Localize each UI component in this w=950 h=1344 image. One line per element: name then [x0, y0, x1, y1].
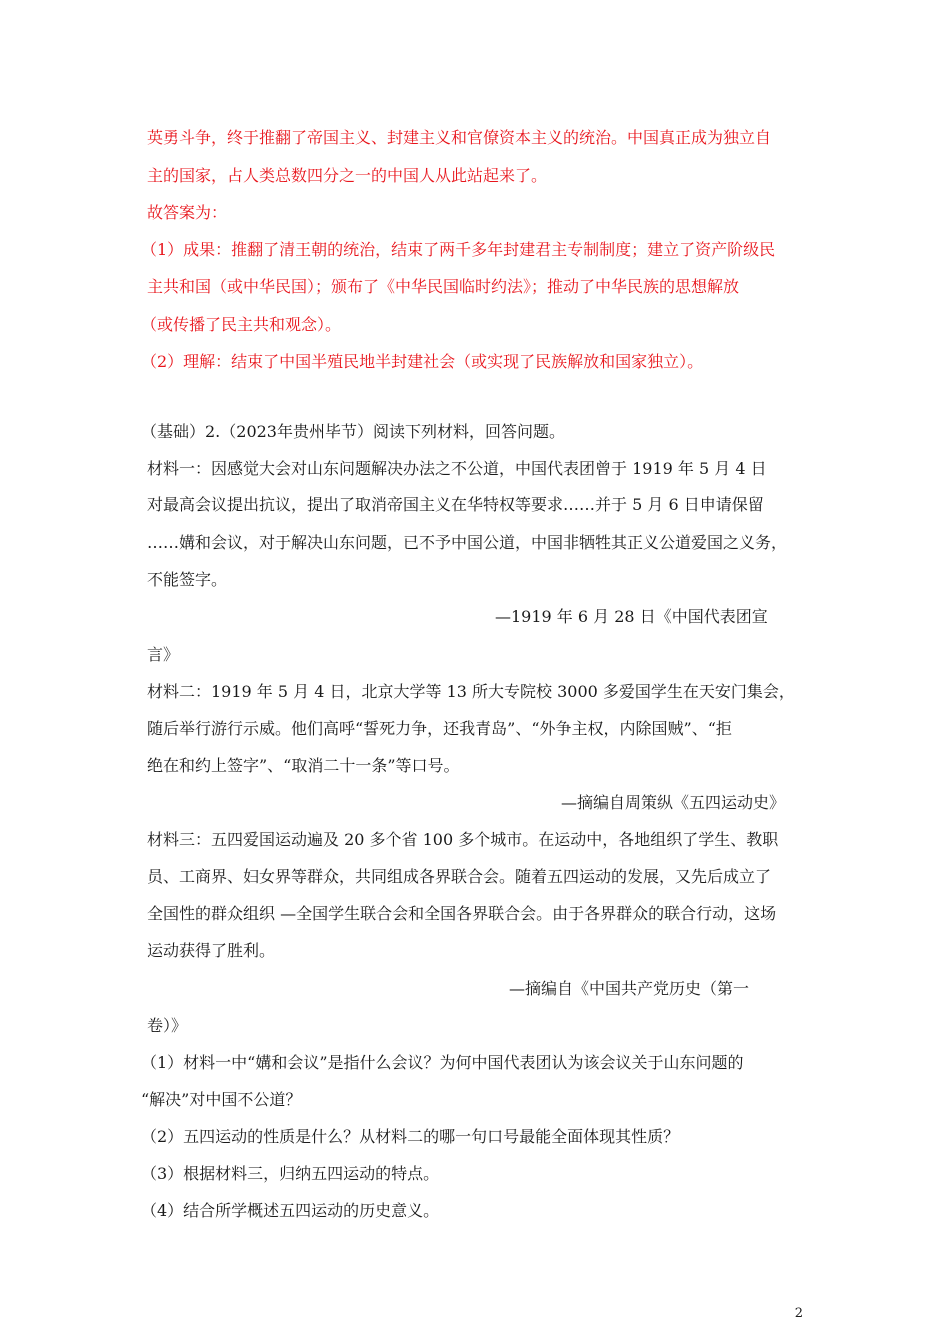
- material2-line: 绝在和约上签字”、“取消二十一条”等口号。: [147, 756, 460, 775]
- material1-line: 对最高会议提出抗议，提出了取消帝国主义在华特权等要求……并于 5 月 6 日申请保留: [147, 495, 764, 514]
- material2-line: 随后举行游行示威。他们高呼“誓死力争，还我青岛”、“外争主权，内除国贼”、“拒: [147, 719, 732, 738]
- sub-question: （1）材料一中“媾和会议”是指什么会议？为何中国代表团认为该会议关于山东问题的: [141, 1053, 744, 1072]
- source1: —1919 年 6 月 28 日《中国代表团宣: [495, 607, 768, 626]
- material3-line: 全国性的群众组织 —全国学生联合会和全国各界联合会。由于各界群众的联合行动，这场: [147, 904, 777, 923]
- material1-line: 材料一：因感觉大会对山东问题解决办法之不公道，中国代表团曾于 1919 年 5 月 4 日: [147, 459, 767, 478]
- page-number: 2: [794, 1306, 803, 1321]
- material3-line: 材料三：五四爱国运动遍及 20 多个省 100 多个城市。在运动中，各地组织了学生、教职: [147, 830, 779, 849]
- answer-line: 英勇斗争，终于推翻了帝国主义、封建主义和官僚资本主义的统治。中国真正成为独立自: [147, 128, 772, 147]
- source1-cont: 言》: [147, 645, 180, 664]
- sub-question: （2）五四运动的性质是什么？从材料二的哪一句口号最能全面体现其性质？: [141, 1127, 680, 1146]
- material3-line: 员、工商界、妇女界等群众，共同组成各界联合会。随着五四运动的发展，又先后成立了: [147, 867, 772, 886]
- material1-line: ……媾和会议，对于解决山东问题，已不予中国公道，中国非牺牲其正义公道爱国之义务，: [147, 533, 788, 552]
- source2: —摘编自周策纵《五四运动史》: [561, 793, 786, 812]
- answer-line: （2）理解：结束了中国半殖民地半封建社会（或实现了民族解放和国家独立）。: [141, 352, 704, 371]
- source3-cont: 卷）》: [147, 1016, 188, 1035]
- sub-question: （4）结合所学概述五四运动的历史意义。: [141, 1201, 440, 1220]
- material2-line: 材料二：1919 年 5 月 4 日，北京大学等 13 所大专院校 3000 多爱国学生在天安门集会，: [147, 682, 795, 701]
- source3: —摘编自《中国共产党历史（第一: [509, 979, 750, 998]
- material1-line: 不能签字。: [147, 570, 228, 589]
- answer-label: 故答案为：: [147, 203, 228, 222]
- answer-line: （1）成果：推翻了清王朝的统治，结束了两千多年封建君主专制制度；建立了资产阶级民: [141, 240, 776, 259]
- answer-line: 主共和国（或中华民国）；颁布了《中华民国临时约法》；推动了中华民族的思想解放: [147, 277, 740, 296]
- answer-line: 主的国家，占人类总数四分之一的中国人从此站起来了。: [147, 166, 548, 185]
- question-header: （基础）2.（2023年贵州毕节）阅读下列材料，回答问题。: [141, 422, 565, 441]
- material3-line: 运动获得了胜利。: [147, 941, 276, 960]
- sub-question: （3）根据材料三，归纳五四运动的特点。: [141, 1164, 440, 1183]
- sub-question-cont: “解决”对中国不公道？: [141, 1090, 302, 1109]
- answer-line: （或传播了民主共和观念）。: [141, 315, 342, 334]
